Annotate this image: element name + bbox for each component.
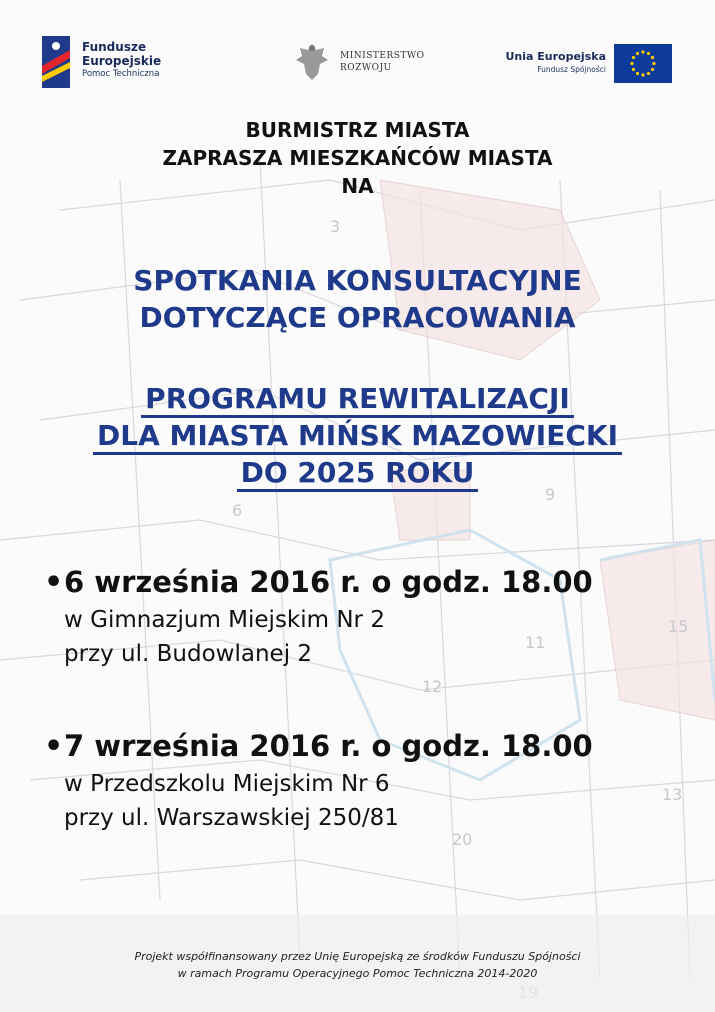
footer-line: Projekt współfinansowany przez Unię Europejską ze środków Funduszu Spójności bbox=[134, 950, 581, 963]
title-line: SPOTKANIA KONSULTACYJNE bbox=[133, 264, 582, 297]
intro-heading bbox=[0, 116, 715, 200]
event-address: przy ul. Budowlanej 2 bbox=[64, 641, 313, 667]
unia-europejska-label: Unia Europejska bbox=[505, 50, 606, 63]
program-line: DLA MIASTA MIŃSK MAZOWIECKI bbox=[93, 419, 622, 455]
event-date: 7 września 2016 r. o godz. 18.00 bbox=[64, 729, 593, 763]
program-line: PROGRAMU REWITALIZACJI bbox=[141, 382, 574, 418]
intro-line: ZAPRASZA MIESZKAŃCÓW MIASTA bbox=[162, 146, 553, 170]
footer-line: w ramach Programu Operacyjnego Pomoc Techniczna 2014-2020 bbox=[177, 967, 538, 980]
event-place: w Przedszkolu Miejskim Nr 6 bbox=[64, 771, 390, 797]
fundusze-label: Fundusze bbox=[82, 40, 147, 54]
map-number: 13 bbox=[662, 785, 683, 804]
header-logos bbox=[0, 30, 715, 100]
ministerstwo-label: MINISTERSTWO bbox=[340, 51, 425, 61]
map-number: 11 bbox=[525, 633, 546, 652]
fundusze-europejskie-icon bbox=[42, 36, 72, 88]
pomoc-techniczna-label: Pomoc Techniczna bbox=[82, 69, 160, 79]
polish-eagle-icon bbox=[294, 40, 330, 82]
ministerstwo-rozwoju-logo bbox=[294, 40, 434, 86]
fundusz-spojnosci-label: Fundusz Spójności bbox=[537, 65, 606, 74]
program-line: DO 2025 ROKU bbox=[237, 456, 479, 492]
map-number: 15 bbox=[668, 617, 689, 636]
map-number: 9 bbox=[545, 485, 556, 504]
bullet: • bbox=[44, 729, 64, 764]
intro-line: NA bbox=[341, 174, 374, 198]
event-place: w Gimnazjum Miejskim Nr 2 bbox=[64, 607, 385, 633]
fundusze-europejskie-logo bbox=[42, 36, 172, 92]
event-date: 6 września 2016 r. o godz. 18.00 bbox=[64, 565, 593, 599]
rozwoju-label: ROZWOJU bbox=[340, 63, 392, 73]
footer-note bbox=[0, 948, 715, 982]
event-item bbox=[44, 726, 684, 835]
bullet: • bbox=[44, 565, 64, 600]
map-number: 12 bbox=[422, 677, 443, 696]
map-number: 20 bbox=[452, 830, 473, 849]
event-address: przy ul. Warszawskiej 250/81 bbox=[64, 805, 399, 831]
title-line: DOTYCZĄCE OPRACOWANIA bbox=[139, 301, 576, 334]
meeting-title bbox=[0, 262, 715, 336]
event-item bbox=[44, 562, 684, 671]
map-number: 6 bbox=[232, 501, 243, 520]
eu-flag-icon bbox=[614, 44, 672, 83]
program-title bbox=[0, 380, 715, 491]
intro-line: BURMISTRZ MIASTA bbox=[245, 118, 470, 142]
unia-europejska-logo bbox=[500, 44, 675, 88]
europejskie-label: Europejskie bbox=[82, 54, 162, 68]
map-number: 3 bbox=[330, 217, 341, 236]
